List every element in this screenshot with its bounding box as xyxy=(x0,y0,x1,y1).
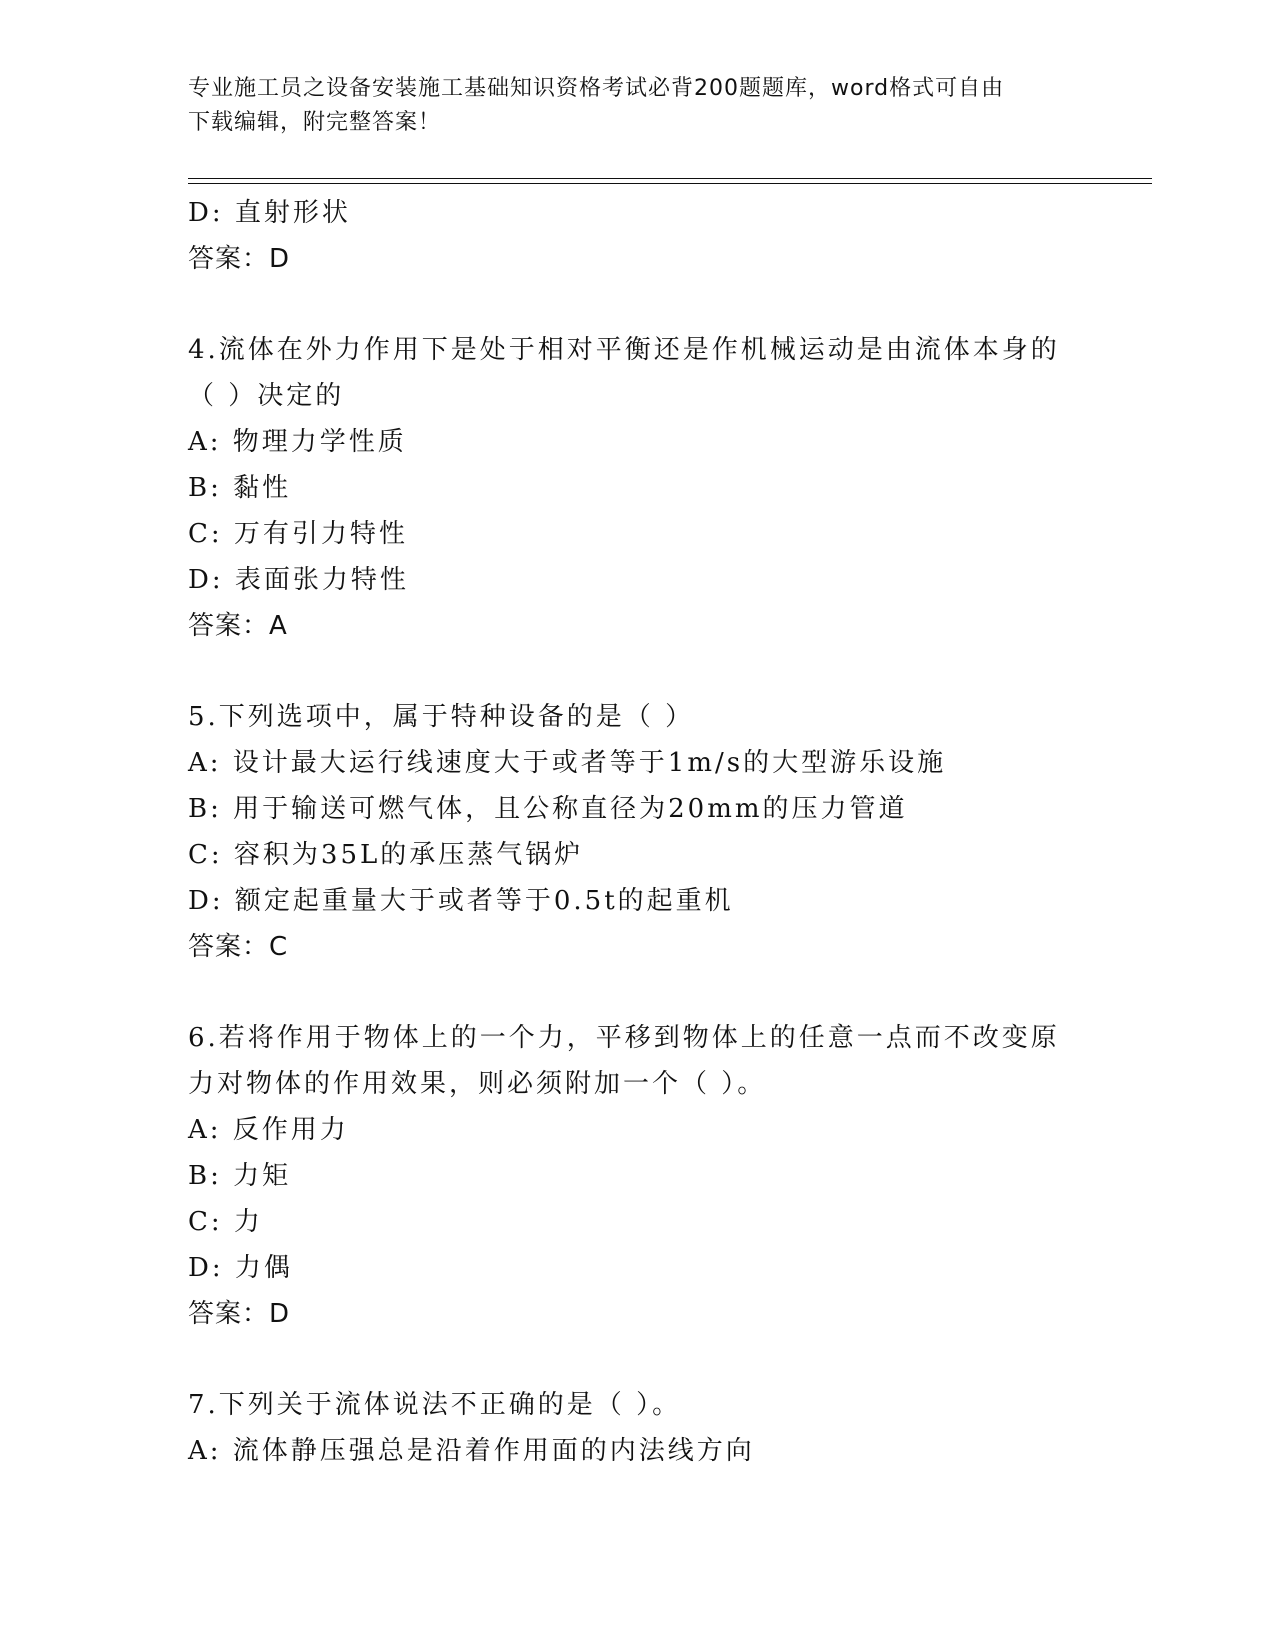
option-d: D: 力偶 xyxy=(188,1253,293,1283)
option-a: A: 设计最大运行线速度大于或者等于1m/s的大型游乐设施 xyxy=(188,748,947,778)
question-stem-line: 5.下列选项中，属于特种设备的是（ ） xyxy=(188,702,695,732)
answer-line: 答案：C xyxy=(188,932,289,962)
option-a: A: 流体静压强总是沿着作用面的内法线方向 xyxy=(188,1436,755,1466)
question-4 xyxy=(188,327,1088,649)
question-stem-line: （ ）决定的 xyxy=(188,381,345,411)
option-d: D: 额定起重量大于或者等于0.5t的起重机 xyxy=(188,886,734,916)
answer-line: 答案：A xyxy=(188,611,288,641)
option-d: D: 表面张力特性 xyxy=(188,565,409,595)
question-spacer xyxy=(188,1337,1088,1382)
header-line-2: 下载编辑，附完整答案！ xyxy=(188,110,442,135)
option-d: D: 直射形状 xyxy=(188,198,351,228)
question-7 xyxy=(188,1382,1088,1474)
page-header xyxy=(188,72,1088,140)
option-b: B: 黏性 xyxy=(188,473,292,503)
header-divider-bottom xyxy=(188,183,1152,184)
question-3-tail xyxy=(188,190,1088,282)
question-6 xyxy=(188,1015,1088,1337)
answer-line: 答案：D xyxy=(188,244,291,274)
question-stem-line: 7.下列关于流体说法不正确的是（ ）。 xyxy=(188,1390,682,1420)
question-spacer xyxy=(188,970,1088,1015)
document-body xyxy=(188,190,1088,1474)
option-a: A: 物理力学性质 xyxy=(188,427,407,457)
question-spacer xyxy=(188,282,1088,327)
header-divider-top xyxy=(188,178,1152,179)
question-stem-line: 6.若将作用于物体上的一个力，平移到物体上的任意一点而不改变原 xyxy=(188,1023,1060,1053)
option-b: B: 用于输送可燃气体，且公称直径为20mm的压力管道 xyxy=(188,794,908,824)
option-b: B: 力矩 xyxy=(188,1161,292,1191)
question-5 xyxy=(188,694,1088,970)
option-a: A: 反作用力 xyxy=(188,1115,349,1145)
question-stem-line: 力对物体的作用效果，则必须附加一个（ ）。 xyxy=(188,1069,767,1099)
question-spacer xyxy=(188,649,1088,694)
option-c: C: 万有引力特性 xyxy=(188,519,408,549)
answer-line: 答案：D xyxy=(188,1299,291,1329)
option-c: C: 力 xyxy=(188,1207,263,1237)
question-stem-line: 4.流体在外力作用下是处于相对平衡还是作机械运动是由流体本身的 xyxy=(188,335,1060,365)
header-line-1: 专业施工员之设备安装施工基础知识资格考试必背200题题库，word格式可自由 xyxy=(188,76,1005,101)
option-c: C: 容积为35L的承压蒸气锅炉 xyxy=(188,840,584,870)
